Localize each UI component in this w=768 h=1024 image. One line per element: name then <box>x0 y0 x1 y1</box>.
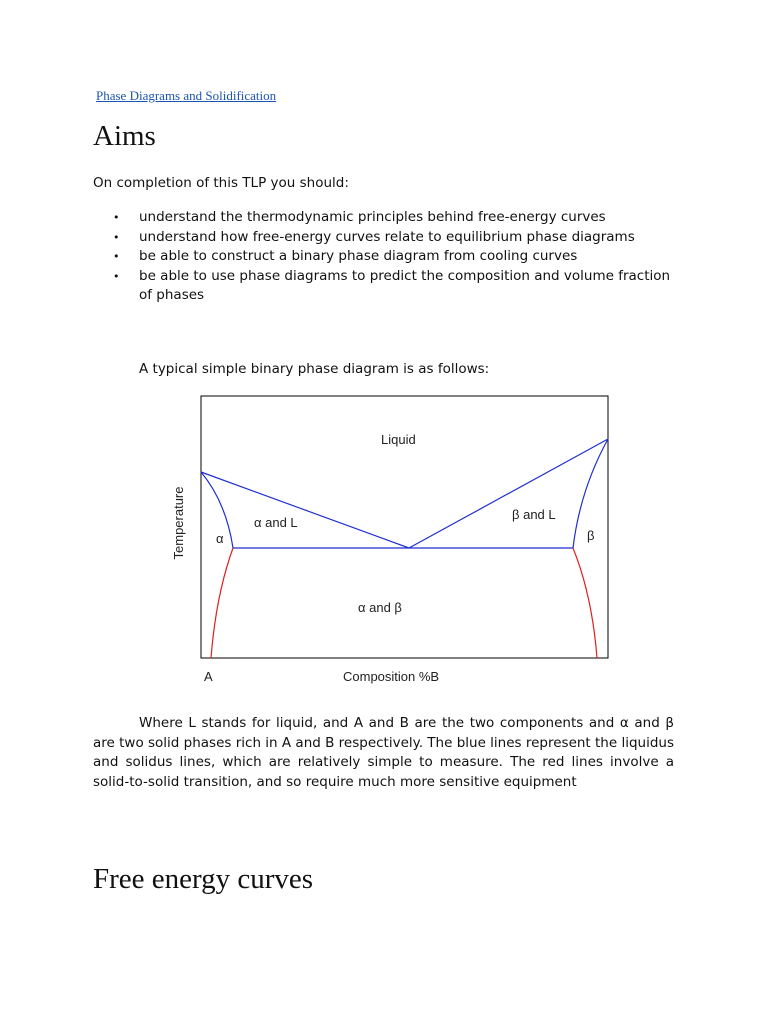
label-component-a: A <box>204 669 213 684</box>
label-beta-and-l: β and L <box>512 507 556 522</box>
aims-list <box>93 208 678 306</box>
label-alpha-and-beta: α and β <box>358 600 402 615</box>
heading-free-energy-curves: Free energy curves <box>93 863 314 895</box>
solvus-left-line <box>211 548 233 658</box>
phase-diagram <box>160 390 630 690</box>
diagram-caption: A typical simple binary phase diagram is as follows: <box>139 361 490 377</box>
breadcrumb-link-phase-diagrams[interactable]: Phase Diagrams and Solidification <box>96 88 277 103</box>
heading-aims: Aims <box>93 120 156 152</box>
label-alpha: α <box>216 531 224 546</box>
explanation-paragraph <box>93 714 674 792</box>
phase-diagram-svg <box>160 390 630 690</box>
aims-intro: On completion of this TLP you should: <box>93 175 349 191</box>
label-liquid: Liquid <box>381 432 416 447</box>
liquidus-left-line <box>201 472 409 548</box>
x-axis-label: Composition %B <box>343 669 440 684</box>
list-item: • be able to construct a binary phase diagram from cooling curves <box>93 247 678 267</box>
liquidus-right-line <box>409 439 608 548</box>
list-item: • be able to use phase diagrams to predict the composition and volume fraction of phases <box>93 267 678 306</box>
y-axis-label: Temperature <box>171 486 186 560</box>
solvus-right-line <box>573 548 597 658</box>
list-item: • understand the thermodynamic principles behind free-energy curves <box>93 208 678 228</box>
label-alpha-and-l: α and L <box>254 515 298 530</box>
explanation-line-1: Where L stands for liquid, and A and B are the two components <box>139 715 584 731</box>
explanation-line-2: and α and β are two solid phases rich in A and B respectively. The blue lines represent the liquidus and solidus lines, which are relatively simple to measure. The red lines involve a solid-to-solid transition, and so require much more sensitive equipment <box>93 715 675 790</box>
list-item: • understand how free-energy curves relate to equilibrium phase diagrams <box>93 228 678 248</box>
label-beta: β <box>587 528 595 543</box>
